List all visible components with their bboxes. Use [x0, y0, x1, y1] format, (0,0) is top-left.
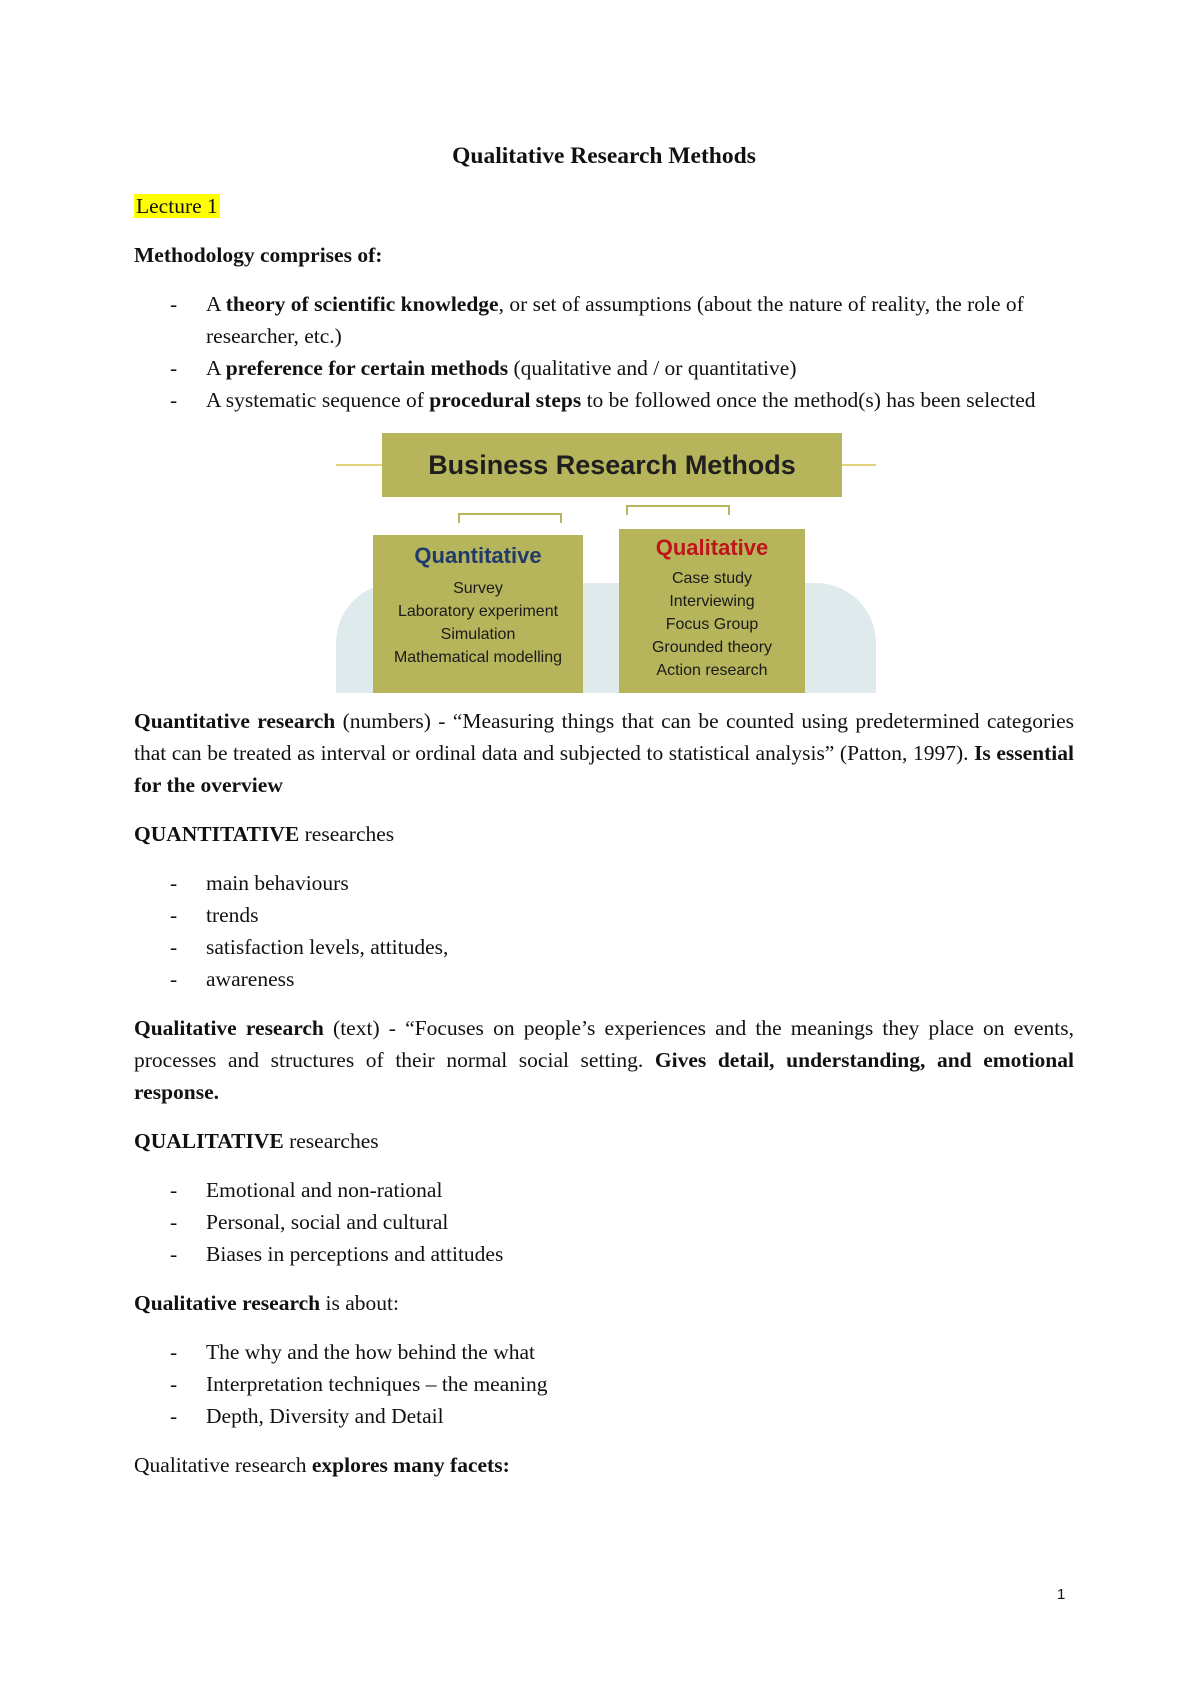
quantitative-heading: Quantitative [414, 543, 542, 568]
quantitative-list-heading: QUANTITATIVE researches [134, 822, 395, 846]
page-number: 1 [1057, 1586, 1066, 1603]
list-item: - trends [170, 903, 259, 927]
qualitative-definition: Qualitative research (text) - “Focuses on people’s experiences and the meanings they place on events, processes and structures of their normal social setting. Gives detail, understanding, and emotional response. [134, 1016, 1074, 1104]
page-content [134, 140, 1074, 1498]
method-item: Laboratory experiment [397, 603, 559, 620]
list-item: - Interpretation techniques – the meaning [170, 1372, 548, 1396]
quant-bracket [458, 513, 562, 523]
page-title: Qualitative Research Methods [452, 143, 756, 169]
method-item: Grounded theory [651, 639, 773, 656]
method-item: Focus Group [665, 616, 759, 633]
list-item: - The why and the how behind the what [170, 1340, 535, 1364]
method-item: Interviewing [669, 593, 755, 610]
title-left-line [336, 464, 382, 466]
method-item: Simulation [440, 626, 516, 643]
qualitative-about-heading: Qualitative research is about: [134, 1291, 399, 1315]
list-item: - Emotional and non-rational [170, 1178, 443, 1202]
list-item: - main behaviours [170, 871, 349, 895]
list-item: - A preference for certain methods (qualitative and / or quantitative) [170, 356, 797, 380]
qualitative-about-list [134, 1336, 1074, 1432]
qualitative-box [619, 529, 805, 693]
list-item: - satisfaction levels, attitudes, [170, 935, 449, 959]
method-item: Action research [656, 662, 768, 679]
facets-line: Qualitative research explores many facets: [134, 1453, 510, 1477]
list-item: - Personal, social and cultural [170, 1210, 449, 1234]
lecture-label-line [134, 190, 1074, 222]
diagram-title: Business Research Methods [382, 433, 842, 497]
method-item: Mathematical modelling [393, 649, 563, 666]
quantitative-list [134, 867, 1074, 995]
qualitative-heading: Qualitative [655, 535, 769, 560]
quantitative-definition: Quantitative research (numbers) - “Measuring things that can be counted using predetermined categories that can be treated as interval or ordinal data and subjected to statistical analysis” (Patton, 1997). Is essential for the overview [134, 709, 1075, 797]
list-item: - Depth, Diversity and Detail [170, 1404, 444, 1428]
qualitative-list-heading: QUALITATIVE researches [134, 1129, 379, 1153]
list-item: - awareness [170, 967, 295, 991]
lecture-label: Lecture 1 [136, 194, 218, 218]
business-research-methods-diagram [336, 433, 876, 691]
list-item: - A systematic sequence of procedural steps to be followed once the method(s) has been selected [170, 388, 1036, 412]
qualitative-list [134, 1174, 1074, 1270]
list-item: - Biases in perceptions and attitudes [170, 1242, 504, 1266]
quantitative-box [373, 535, 583, 693]
method-item: Case study [671, 570, 753, 587]
title-right-line [842, 464, 876, 466]
methodology-list [134, 288, 1074, 416]
list-item: - A theory of scientific knowledge, or set of assumptions (about the nature of reality, the role of researcher, etc.) [170, 292, 1024, 348]
method-item: Survey [453, 580, 503, 597]
methodology-heading: Methodology comprises of: [134, 243, 383, 267]
qual-bracket [626, 505, 730, 515]
